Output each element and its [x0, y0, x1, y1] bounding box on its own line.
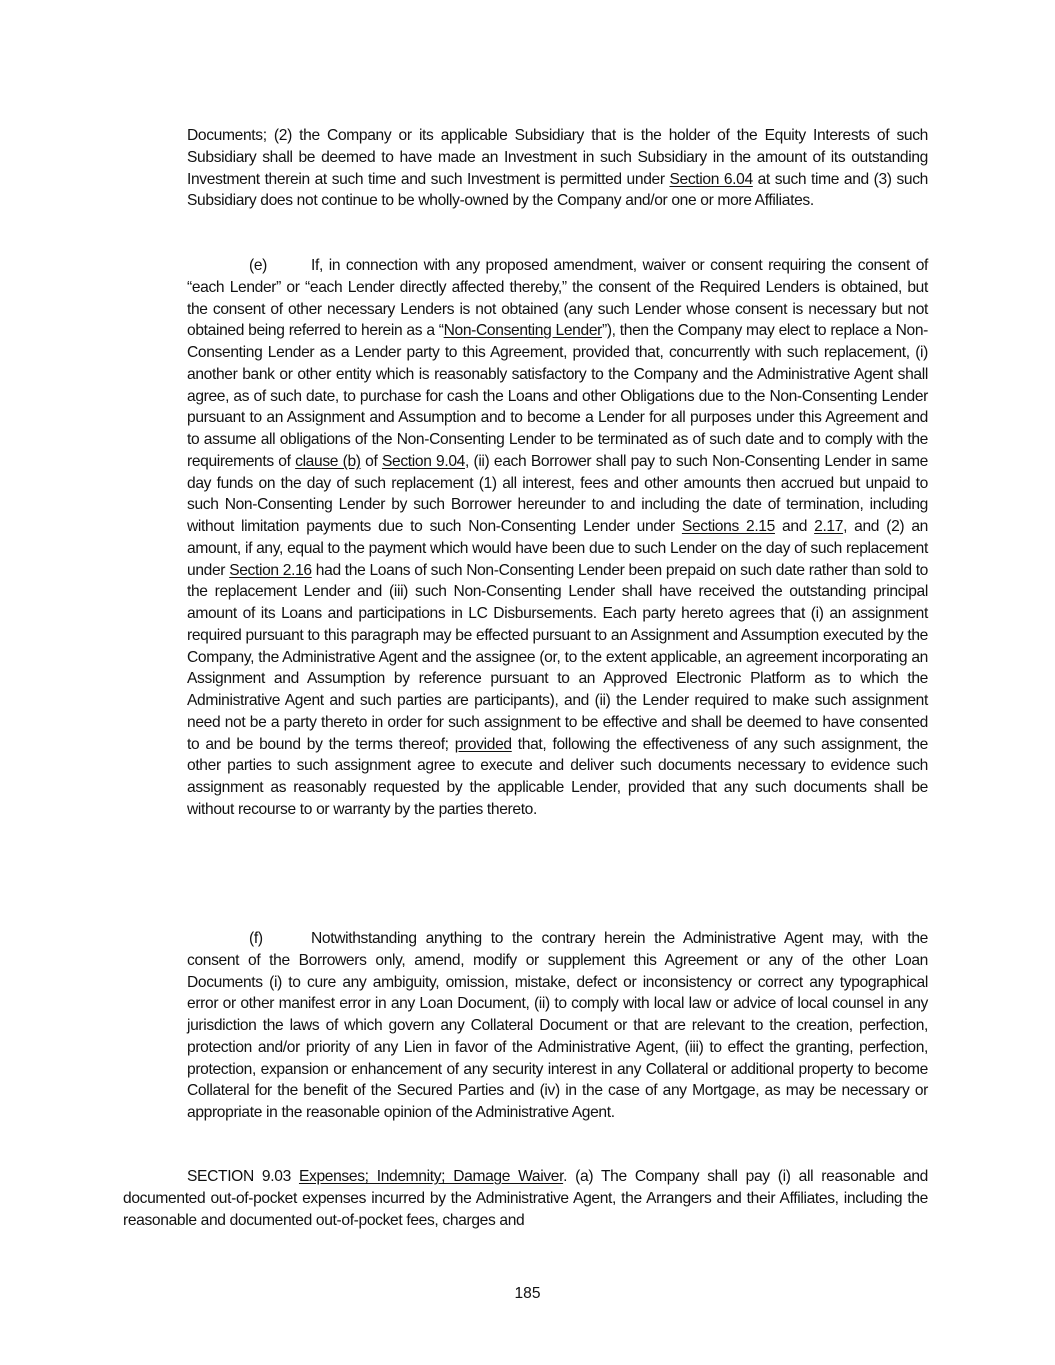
paragraph-f	[187, 928, 928, 1124]
paragraph-e	[187, 255, 928, 821]
section-reference: Section 2.16	[229, 561, 312, 579]
section-9-03	[123, 1166, 928, 1231]
section-reference: Section 6.04	[669, 170, 753, 188]
paragraph-text: ”), then the Company may elect to replace a Non-Consenting Lender as a Lender party to this Agreement, provided that, concurrently with such replacement, (i) another bank or other entity which is reasonably satisfactory to the Company and the Administrative Agent shall agree, as of such date, to purchase for cash the Loans and other Obligations due to the Non-Consenting Lender pursuant to an Assignment and Assumption and to become a Lender for all purposes under this Agreement and to assume all obligations of the Non-Consenting Lender to be terminated as of such date and to comply with the requirements of	[187, 322, 928, 470]
section-heading: Expenses; Indemnity; Damage Waiver	[298, 1168, 564, 1185]
paragraph-d-continuation	[187, 125, 928, 212]
section-reference: Section 9.04	[381, 452, 465, 470]
page-number: 185	[514, 1285, 541, 1302]
paragraph-text: Notwithstanding anything to the contrary herein the Administrative Agent may, with the consent of the Borrowers only, amend, modify or supplement this Agreement or any of the other Loan Documents (i) to cure any ambiguity, omission, mistake, defect or inconsistency or correct any typographical error or other manifest error in any Loan Document, (ii) to comply with local law or advice of local counsel in any jurisdiction the laws of which govern any Collateral Document or that are relevant to the creation, perfection, protection and/or priority of any Lien in favor of the Administrative Agent, (iii) to effect the granting, perfection, protection, expansion or enhancement of any security interest in any Collateral or additional property to become Collateral for the benefit of the Secured Parties and (iv) in the case of any Mortgage, as may be necessary or appropriate in the reasonable opinion of the Administrative Agent.	[187, 930, 928, 1121]
paragraph-text: and	[774, 518, 815, 535]
paragraph-text: at such time and (3) such Subsidiary does not continue to be wholly-owned by the Company and/or one or more Affiliates.	[187, 170, 928, 210]
paragraph-text: , (ii) each Borrower shall pay to such Non-Consenting Lender in same day funds on the day of such replacement (1) all interest, fees and other amounts then accrued but unpaid to such Non-Consenting Lender by such Borrower hereunder to and including the date of termination, including without limitation payments due to such Non-Consenting Lender under	[187, 452, 929, 535]
paragraph-text: of	[360, 452, 382, 470]
paragraph-text: that, following the effectiveness of any such assignment, the other parties to such assignment agree to execute and deliver such documents necessary to evidence such assignment as reasonably requested by the applicable Lender, provided that any such documents shall be without recourse to or warranty by the parties thereto.	[187, 735, 928, 818]
section-reference: 2.17	[814, 518, 844, 535]
defined-term: Non-Consenting Lender	[443, 322, 602, 340]
paragraph-text: If, in connection with any proposed amendment, waiver or consent requiring the consent of “each Lender” or “each Lender directly affected thereby,” the consent of the Required Lenders is obtained, but the consent of other necessary Lenders is not obtained (any such Lender whose consent is necessary but not obtained being referred to herein as a “	[187, 257, 928, 340]
defined-term: provided	[454, 735, 512, 753]
paragraph-text: , and (2) an amount, if any, equal to the payment which would have been due to such Lender on the day of such replacement under	[187, 518, 928, 579]
paragraph-text: Documents; (2) the Company or its applicable Subsidiary that is the holder of the Equity Interests of such Subsidiary shall be deemed to have made an Investment in such Subsidiary in the amount of its outstanding Investment therein at such time and such Investment is permitted under	[187, 127, 928, 188]
clause-reference: clause (b)	[295, 452, 361, 470]
paragraph-label: (f)	[249, 930, 263, 947]
section-number: SECTION 9.03	[187, 1168, 291, 1185]
section-reference: Sections 2.15	[681, 518, 775, 535]
paragraph-text: . (a) The Company shall pay (i) all reasonable and documented out-of-pocket expenses incurred by the Administrative Agent, the Arrangers and their Affiliates, including the reasonable and documented out-of-pocket fees, charges and	[123, 1168, 929, 1229]
paragraph-label: (e)	[249, 257, 268, 274]
paragraph-text: had the Loans of such Non-Consenting Lender been prepaid on such date rather than sold to the replacement Lender and (iii) such Non-Consenting Lender shall have received the outstanding principal amount of its Loans and participations in LC Disbursements. Each party hereto agrees that (i) an assignment required pursuant to this paragraph may be effected pursuant to an Assignment and Assumption executed by the Company, the Administrative Agent and the assignee (or, to the extent applicable, an agreement incorporating an Assignment and Assumption by reference pursuant to an Approved Electronic Platform as to which the Administrative Agent and such parties are participants), and (ii) the Lender required to make such assignment need not be a party thereto in order for such assignment to be effective and shall be deemed to have consented to and be bound by the terms thereof;	[187, 561, 928, 753]
